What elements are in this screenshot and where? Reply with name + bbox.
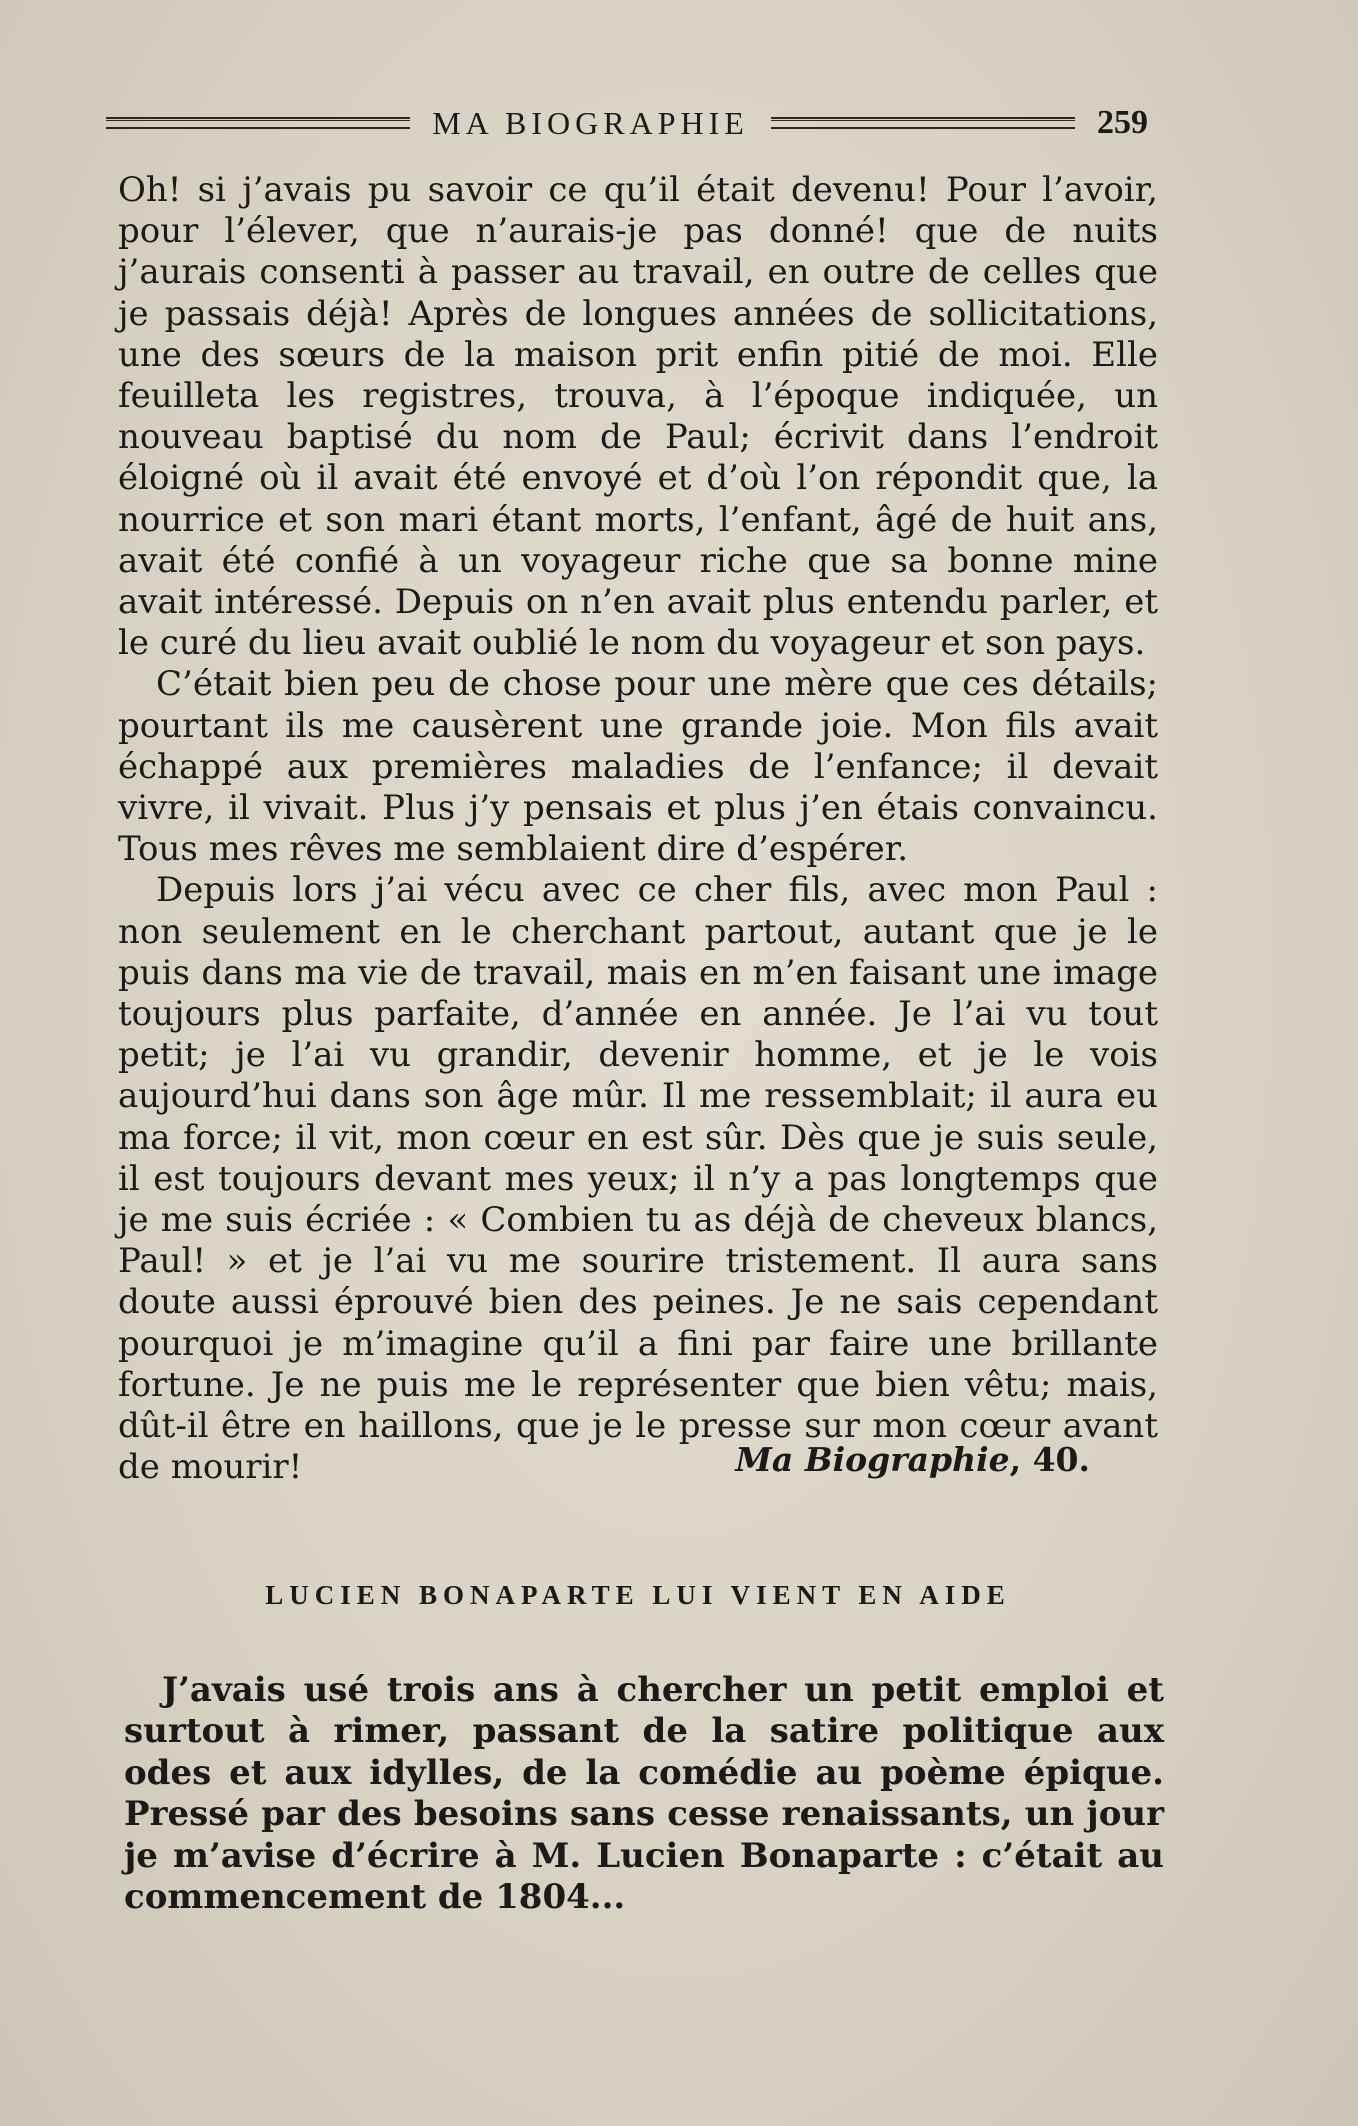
running-header (106, 98, 1148, 148)
page-number: 259 (1097, 104, 1149, 141)
running-title: MA BIOGRAPHIE (432, 104, 749, 141)
citation-work: Ma Biographie (735, 1440, 1010, 1479)
paragraph: Oh! si j’avais pu savoir ce qu’il était devenu! Pour l’avoir, pour l’élever, que n’aurais-je pas donné! que de nuits j’aurais consenti à passer au travail, en outre de celles que je passais déjà! Après de longues années de sollicitations, une des sœurs de la maison prit enfin pitié de moi. Elle feuilleta les registres, trouva, à l’époque indiquée, un nouveau baptisé du nom de Paul; écrivit dans l’endroit éloigné où il avait été envoyé et d’où l’on répondit que, la nourrice et son mari étant morts, l’enfant, âgé de huit ans, avait été confié à un voyageur riche que sa bonne mine avait intéressé. Depuis on n’en avait plus entendu parler, et le curé du lieu avait oublié le nom du voyageur et son pays. (118, 170, 1158, 664)
paragraph: C’était bien peu de chose pour une mère que ces détails; pourtant ils me causèrent une grande joie. Mon fils avait échappé aux premières maladies de l’enfance; il devait vivre, il vivait. Plus j’y pensais et plus j’en étais convaincu. Tous mes rêves me semblaient dire d’espérer. (118, 664, 1158, 870)
source-citation (118, 1440, 1090, 1479)
paragraph: Depuis lors j’ai vécu avec ce cher fils, avec mon Paul : non seulement en le cherchant partout, autant que je le puis dans ma vie de travail, mais en m’en faisant une image toujours plus parfaite, d’année en année. Je l’ai vu tout petit; je l’ai vu grandir, devenir homme, et je le vois aujourd’hui dans son âge mûr. Il me ressemblait; il aura eu ma force; il vit, mon cœur en est sûr. Dès que je suis seule, il est toujours devant mes yeux; il n’y a pas longtemps que je me suis écriée : « Combien tu as déjà de cheveux blancs, Paul! » et je l’ai vu me sourire tristement. Il aura sans doute aussi éprouvé bien des peines. Je ne sais cependant pourquoi je m’imagine qu’il a fini par faire une brillante fortune. Je ne puis me le représenter que bien vêtu; mais, dût-il être en haillons, que je le presse sur mon cœur avant de mourir! (118, 870, 1158, 1488)
paragraph: J’avais usé trois ans à chercher un petit emploi et surtout à rimer, passant de la satire politique aux odes et aux idylles, de la comédie au poème épique. Pressé par des besoins sans cesse renaissants, un jour je m’avise d’écrire à M. Lucien Bonaparte : c’était au commencement de 1804... (124, 1670, 1164, 1918)
citation-reference: , 40. (1009, 1440, 1090, 1479)
section-text (124, 1670, 1164, 1918)
section-title: LUCIEN BONAPARTE LUI VIENT EN AIDE (265, 1580, 1011, 1610)
header-rule-right (771, 117, 1075, 129)
passage-text (118, 170, 1158, 1489)
header-rule-left (106, 117, 410, 129)
